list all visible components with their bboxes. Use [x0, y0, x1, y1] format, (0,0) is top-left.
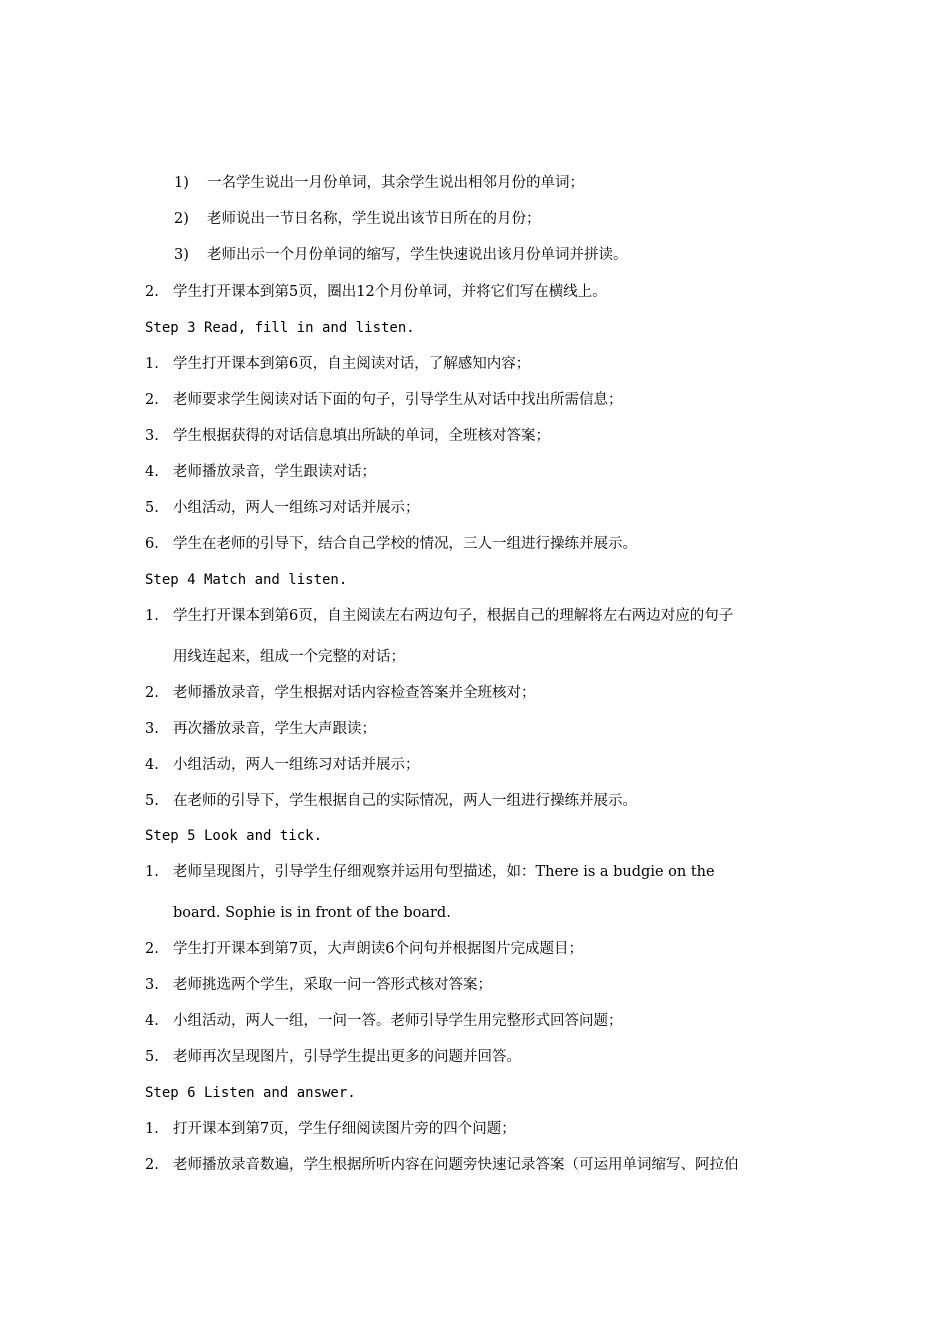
- list-item: [145, 534, 637, 554]
- list-item-number: 2.: [145, 1157, 159, 1173]
- list-item: [145, 719, 376, 739]
- list-item-number: 1.: [145, 608, 159, 624]
- step-heading: Step 4 Match and listen.: [145, 572, 348, 588]
- step-heading: Step 3 Read, fill in and listen.: [145, 320, 415, 336]
- list-item: [145, 862, 715, 882]
- list-item-text: 学生打开课本到第5页，圈出12个月份单词，并将它们写在横线上。: [173, 284, 607, 300]
- sub-item: [174, 245, 628, 265]
- list-item: [145, 354, 530, 374]
- sub-item-number: 3): [174, 247, 189, 263]
- list-item: [145, 939, 583, 959]
- list-item: [145, 1047, 521, 1067]
- list-item: [145, 1155, 739, 1175]
- list-item-number: 5.: [145, 500, 159, 516]
- list-item-number: 3.: [145, 977, 159, 993]
- list-item-number: 1.: [145, 356, 159, 372]
- list-item-text: 老师播放录音，学生跟读对话；: [173, 464, 376, 480]
- list-item-number: 2.: [145, 284, 159, 300]
- list-item-number: 5.: [145, 1049, 159, 1065]
- sub-item-text: 老师说出一节日名称，学生说出该节日所在的月份；: [207, 211, 541, 227]
- list-item-number: 2.: [145, 685, 159, 701]
- list-item-text: 打开课本到第7页，学生仔细阅读图片旁的四个问题；: [173, 1121, 516, 1137]
- list-item-number: 3.: [145, 721, 159, 737]
- list-item-number: 4.: [145, 757, 159, 773]
- list-item-text: 小组活动，两人一组练习对话并展示；: [173, 757, 420, 773]
- list-item-number: 3.: [145, 428, 159, 444]
- sub-item: [174, 173, 584, 193]
- list-item: [145, 498, 420, 518]
- sub-item-text: 一名学生说出一月份单词，其余学生说出相邻月份的单词；: [207, 175, 584, 191]
- list-item-number: 5.: [145, 793, 159, 809]
- list-item-text: 学生打开课本到第6页，自主阅读左右两边句子，根据自己的理解将左右两边对应的句子: [173, 608, 734, 624]
- list-item-text: 学生打开课本到第7页，大声朗读6个问句并根据图片完成题目；: [173, 941, 583, 957]
- list-item-text: 老师播放录音数遍，学生根据所听内容在问题旁快速记录答案（可运用单词缩写、阿拉伯: [173, 1157, 739, 1173]
- sub-item-text: 老师出示一个月份单词的缩写，学生快速说出该月份单词并拼读。: [207, 247, 628, 263]
- list-item-text: 老师呈现图片，引导学生仔细观察并运用句型描述，如：There is a budgie on the: [173, 864, 715, 880]
- list-item: [145, 975, 492, 995]
- list-item-text: 学生在老师的引导下，结合自己学校的情况，三人一组进行操练并展示。: [173, 536, 637, 552]
- list-item: [145, 390, 623, 410]
- list-item: [145, 1011, 623, 1031]
- list-item-text: 学生打开课本到第6页，自主阅读对话，了解感知内容；: [173, 356, 531, 372]
- list-item-number: 2.: [145, 392, 159, 408]
- list-item: [145, 791, 637, 811]
- list-item-number: 6.: [145, 536, 159, 552]
- list-item-text: 老师再次呈现图片，引导学生提出更多的问题并回答。: [173, 1049, 521, 1065]
- list-item: [145, 282, 607, 302]
- list-item-text: 在老师的引导下，学生根据自己的实际情况，两人一组进行操练并展示。: [173, 793, 637, 809]
- list-item-number: 2.: [145, 941, 159, 957]
- list-item-continuation: board. Sophie is in front of the board.: [173, 905, 451, 921]
- list-item-text: 再次播放录音，学生大声跟读；: [173, 721, 376, 737]
- list-item-text: 学生根据获得的对话信息填出所缺的单词，全班核对答案；: [173, 428, 550, 444]
- list-item-text: 老师播放录音，学生根据对话内容检查答案并全班核对；: [173, 685, 536, 701]
- list-item: [145, 426, 550, 446]
- list-item: [145, 606, 835, 626]
- sub-item-number: 1): [174, 175, 189, 191]
- list-item-continuation: 用线连起来，组成一个完整的对话；: [173, 649, 405, 665]
- list-item-text: 小组活动，两人一组，一问一答。老师引导学生用完整形式回答问题；: [173, 1013, 623, 1029]
- list-item: [145, 683, 536, 703]
- list-item-number: 1.: [145, 864, 159, 880]
- list-item-text: 小组活动，两人一组练习对话并展示；: [173, 500, 420, 516]
- step-heading: Step 5 Look and tick.: [145, 828, 323, 844]
- list-item-number: 4.: [145, 464, 159, 480]
- step-heading: Step 6 Listen and answer.: [145, 1085, 356, 1101]
- list-item-text: 老师挑选两个学生，采取一问一答形式核对答案；: [173, 977, 492, 993]
- sub-item-number: 2): [174, 211, 189, 227]
- list-item-number: 4.: [145, 1013, 159, 1029]
- list-item-text: 老师要求学生阅读对话下面的句子，引导学生从对话中找出所需信息；: [173, 392, 623, 408]
- list-item-number: 1.: [145, 1121, 159, 1137]
- list-item: [145, 462, 376, 482]
- list-item: [145, 1119, 516, 1139]
- list-item: [145, 755, 420, 775]
- sub-item: [174, 209, 541, 229]
